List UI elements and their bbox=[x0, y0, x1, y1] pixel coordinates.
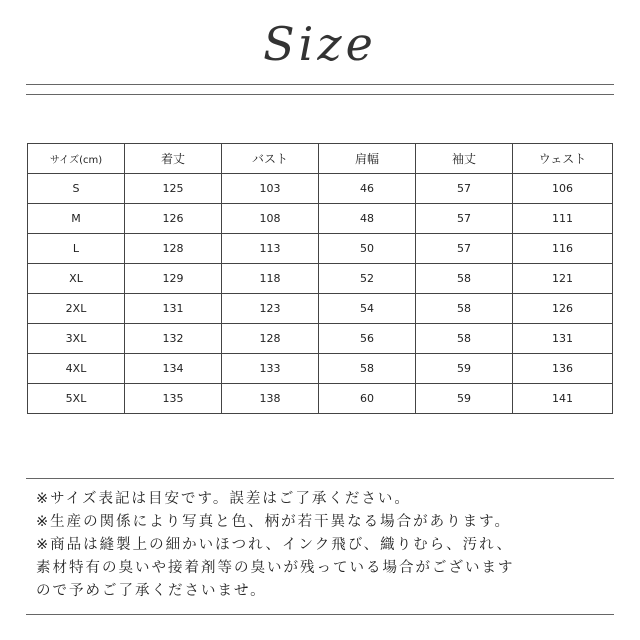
cell-size: 5XL bbox=[28, 384, 125, 414]
header-waist: ウェスト bbox=[513, 144, 613, 174]
cell-waist: 111 bbox=[513, 204, 613, 234]
cell-sleeve: 57 bbox=[416, 204, 513, 234]
cell-waist: 126 bbox=[513, 294, 613, 324]
cell-length: 128 bbox=[125, 234, 222, 264]
cell-length: 126 bbox=[125, 204, 222, 234]
table-row bbox=[28, 384, 613, 414]
table-row bbox=[28, 174, 613, 204]
cell-bust: 118 bbox=[222, 264, 319, 294]
cell-size: 2XL bbox=[28, 294, 125, 324]
cell-size: M bbox=[28, 204, 125, 234]
page-title: Size bbox=[263, 17, 377, 71]
cell-waist: 141 bbox=[513, 384, 613, 414]
cell-size: S bbox=[28, 174, 125, 204]
table-row bbox=[28, 294, 613, 324]
cell-size: XL bbox=[28, 264, 125, 294]
table-row bbox=[28, 324, 613, 354]
note-line: ※商品は縫製上の細かいほつれ、インク飛び、織りむら、汚れ、 bbox=[36, 537, 514, 553]
header-size: サイズ(cm) bbox=[28, 144, 125, 174]
header-shoulder: 肩幅 bbox=[319, 144, 416, 174]
cell-shoulder: 54 bbox=[319, 294, 416, 324]
header-length: 着丈 bbox=[125, 144, 222, 174]
cell-length: 132 bbox=[125, 324, 222, 354]
note-line: ※サイズ表記は目安です。誤差はご了承ください。 bbox=[36, 491, 411, 507]
cell-waist: 116 bbox=[513, 234, 613, 264]
cell-bust: 138 bbox=[222, 384, 319, 414]
cell-sleeve: 57 bbox=[416, 234, 513, 264]
cell-shoulder: 48 bbox=[319, 204, 416, 234]
divider-top-second bbox=[26, 94, 614, 95]
cell-waist: 131 bbox=[513, 324, 613, 354]
cell-length: 135 bbox=[125, 384, 222, 414]
cell-sleeve: 58 bbox=[416, 264, 513, 294]
cell-length: 129 bbox=[125, 264, 222, 294]
cell-shoulder: 52 bbox=[319, 264, 416, 294]
size-table bbox=[27, 143, 613, 414]
cell-sleeve: 57 bbox=[416, 174, 513, 204]
cell-shoulder: 56 bbox=[319, 324, 416, 354]
cell-bust: 123 bbox=[222, 294, 319, 324]
cell-shoulder: 58 bbox=[319, 354, 416, 384]
cell-shoulder: 46 bbox=[319, 174, 416, 204]
note-line: ※生産の関係により写真と色、柄が若干異なる場合があります。 bbox=[36, 514, 511, 530]
cell-waist: 106 bbox=[513, 174, 613, 204]
cell-size: 3XL bbox=[28, 324, 125, 354]
table-row bbox=[28, 234, 613, 264]
header-sleeve: 袖丈 bbox=[416, 144, 513, 174]
table-row bbox=[28, 264, 613, 294]
cell-length: 131 bbox=[125, 294, 222, 324]
cell-waist: 136 bbox=[513, 354, 613, 384]
header-bust: バスト bbox=[222, 144, 319, 174]
cell-bust: 103 bbox=[222, 174, 319, 204]
table-body bbox=[28, 174, 613, 414]
cell-sleeve: 58 bbox=[416, 324, 513, 354]
cell-sleeve: 59 bbox=[416, 384, 513, 414]
notes bbox=[36, 488, 616, 603]
divider-bottom bbox=[26, 614, 614, 615]
cell-shoulder: 50 bbox=[319, 234, 416, 264]
cell-bust: 133 bbox=[222, 354, 319, 384]
cell-size: L bbox=[28, 234, 125, 264]
table-row bbox=[28, 354, 613, 384]
cell-length: 125 bbox=[125, 174, 222, 204]
table-row bbox=[28, 204, 613, 234]
cell-sleeve: 59 bbox=[416, 354, 513, 384]
cell-waist: 121 bbox=[513, 264, 613, 294]
cell-shoulder: 60 bbox=[319, 384, 416, 414]
divider-top bbox=[26, 84, 614, 85]
cell-sleeve: 58 bbox=[416, 294, 513, 324]
note-line: ので予めご了承くださいませ。 bbox=[36, 583, 267, 599]
note-line: 素材特有の臭いや接着剤等の臭いが残っている場合がございます bbox=[36, 560, 515, 576]
cell-bust: 113 bbox=[222, 234, 319, 264]
cell-bust: 128 bbox=[222, 324, 319, 354]
divider-middle bbox=[26, 478, 614, 479]
cell-length: 134 bbox=[125, 354, 222, 384]
cell-bust: 108 bbox=[222, 204, 319, 234]
table-header-row bbox=[28, 144, 613, 174]
cell-size: 4XL bbox=[28, 354, 125, 384]
